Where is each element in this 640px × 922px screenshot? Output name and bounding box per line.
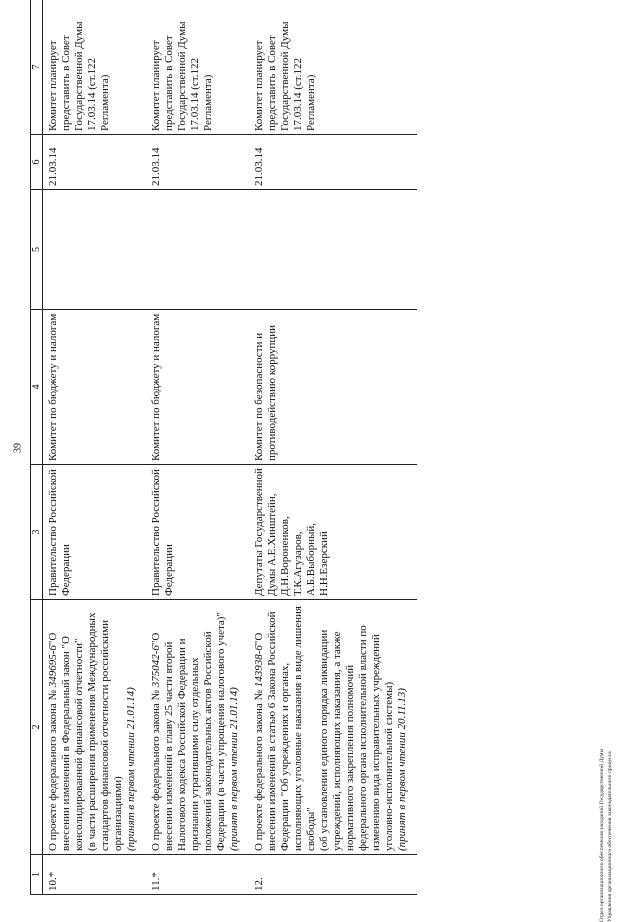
header-col-6: 6 — [31, 135, 43, 190]
table-header-row — [31, 0, 43, 895]
first-reading-note: (принят в первом чтении 21.01.14) — [125, 687, 137, 851]
footer-line-1: Отдел организационного обеспечения заседаний Государственной Думы — [599, 748, 605, 922]
first-reading-note: (принят в первом чтении 20.11.13) — [396, 688, 408, 851]
initiator-cell: Правительство Российской Федерации — [43, 465, 147, 600]
row-number: 10.* — [43, 855, 147, 895]
committee-cell: Комитет по бюджету и налогам — [146, 310, 249, 465]
table-row — [43, 0, 147, 895]
footer-line-2: Управления организационного обеспечения законодательного процесса — [607, 751, 613, 922]
header-col-3: 3 — [31, 465, 43, 600]
date-cell: 21.03.14 — [146, 135, 249, 190]
committee-cell: Комитет по бюджету и налогам — [43, 310, 147, 465]
first-reading-note: (принят в первом чтении 21.01.14) — [228, 687, 240, 851]
col5-cell — [43, 190, 147, 310]
footer — [598, 702, 614, 922]
initiator-cell: Правительство Российской Федерации — [146, 465, 249, 600]
header-col-1: 1 — [31, 855, 43, 895]
bill-cell — [146, 600, 249, 855]
bill-lead: О проекте федерального закона № — [150, 687, 162, 851]
date-cell: 21.03.14 — [43, 135, 147, 190]
date-cell: 21.03.14 — [249, 135, 417, 190]
agenda-table-container — [30, 0, 610, 895]
header-col-7: 7 — [31, 0, 43, 135]
col5-cell — [146, 190, 249, 310]
bill-number: 349695-6 — [47, 645, 59, 688]
committee-cell: Комитет по безопасности и противодействию коррупции — [249, 310, 417, 465]
col5-cell — [249, 190, 417, 310]
bill-cell — [249, 600, 417, 855]
bill-number: 143938-6 — [253, 645, 265, 688]
header-col-4: 4 — [31, 310, 43, 465]
note-cell: Комитет планирует представить в Совет Государственной Думы 17.03.14 (ст.122 Регламента) — [249, 0, 417, 135]
initiator-cell: Депутаты Государственной Думы А.Е.Хинштейн, Д.Н.Вороненков, Т.К.Агузаров, А.Б.Выборный, Н.Н.Езерский — [249, 465, 417, 600]
agenda-table — [30, 0, 417, 895]
bill-description: "О внесении изменений в статью 6 Закона Российской Федерации "Об учреждениях и органах, исполняющих уголовные наказания в виде лишения свободы" (об установлении единого порядка ликвидации учреждений, исполняющих наказания, а также нормативного закрепления полномочий федерального органа исполнительной власти по изменению вида исправительных учреждений уголовно-исполнительной системы) — [253, 606, 395, 851]
bill-cell — [43, 600, 147, 855]
note-cell: Комитет планирует представить в Совет Государственной Думы 17.03.14 (ст.122 Регламента) — [43, 0, 147, 135]
page-number: 39 — [12, 443, 24, 453]
bill-number: 375042-6 — [150, 645, 162, 688]
header-col-5: 5 — [31, 190, 43, 310]
table-row — [249, 0, 417, 895]
bill-lead: О проекте федерального закона № — [47, 687, 59, 851]
note-cell: Комитет планирует представить в Совет Государственной Думы 17.03.14 (ст.122 Регламента) — [146, 0, 249, 135]
bill-lead: О проекте федерального закона № — [253, 687, 265, 851]
bill-description: "О внесении изменений в Федеральный закон "О консолидированной финансовой отчетности" (в части расширения применения Международных стандартов финансовой отчетности российскими организациями) — [47, 612, 124, 851]
bill-description: "О внесении изменений в главу 25 части второй Налогового кодекса Российской Федерации и признании утратившими силу отдельных положений законодательных актов Российской Федерации (в части упрощения налогового учета)" — [150, 612, 227, 851]
table-row — [146, 0, 249, 895]
row-number: 11.* — [146, 855, 249, 895]
row-number: 12. — [249, 855, 417, 895]
header-col-2: 2 — [31, 600, 43, 855]
